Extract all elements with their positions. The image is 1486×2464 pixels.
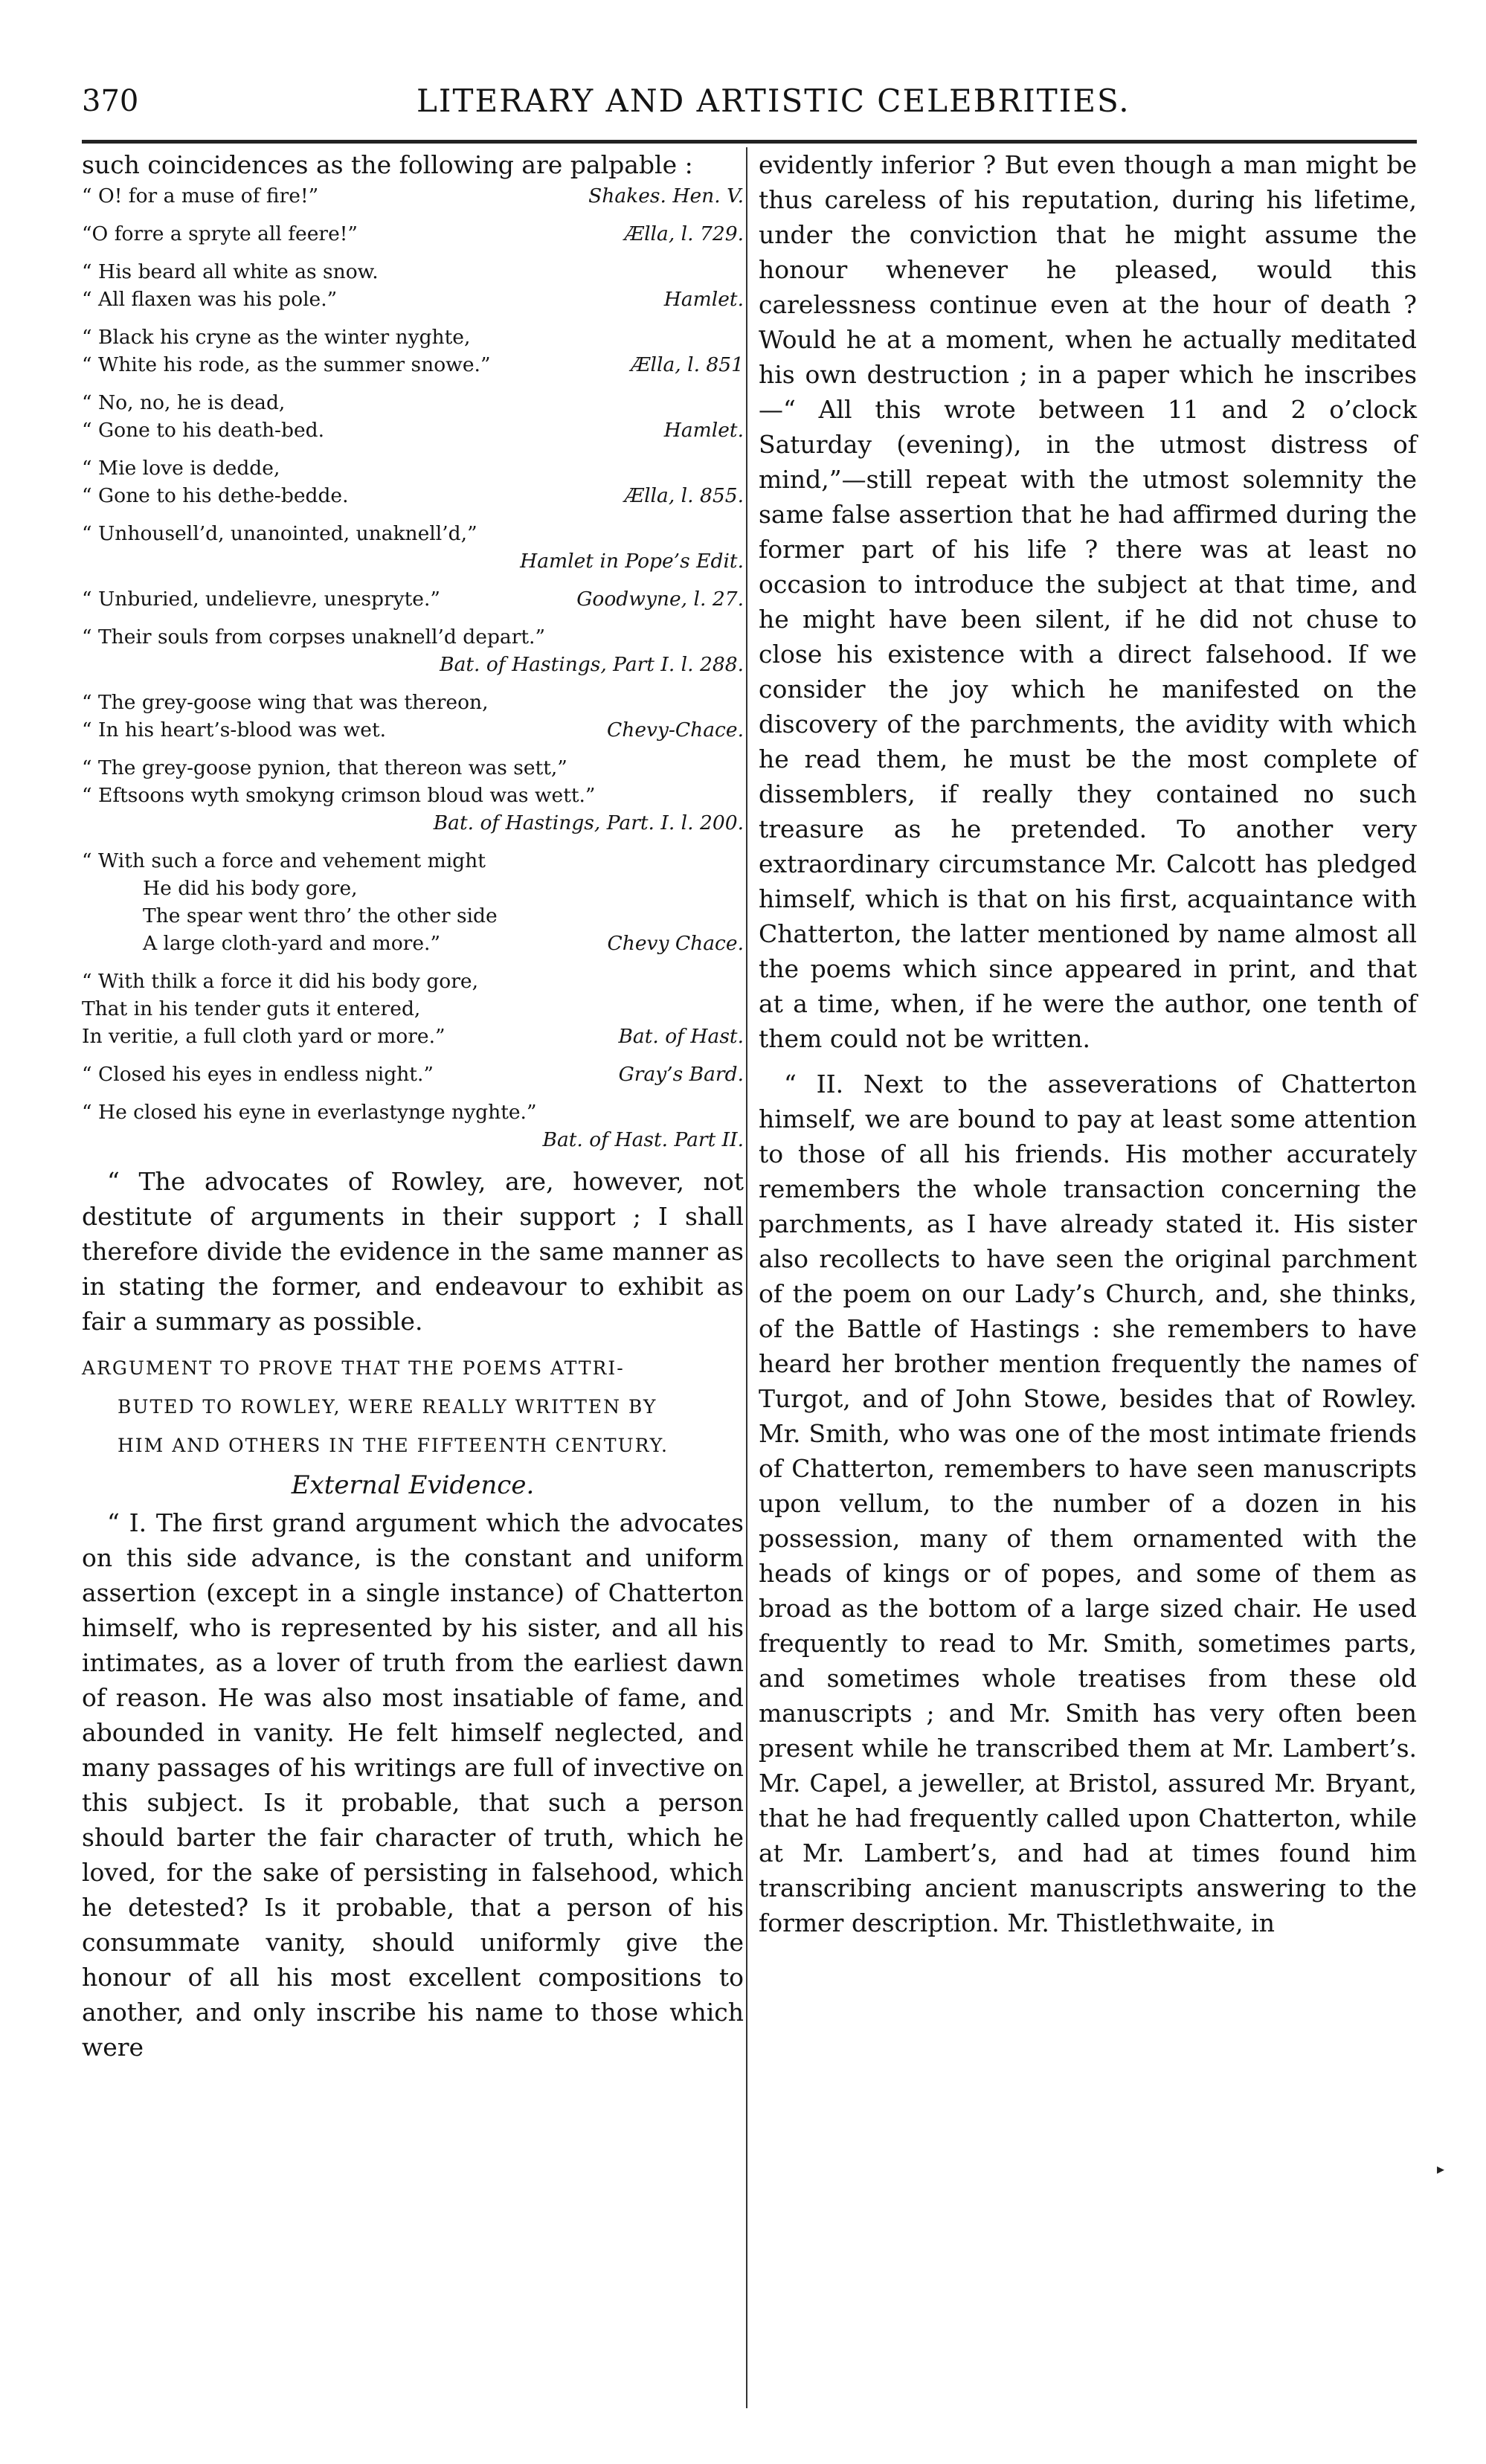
quotation	[82, 220, 744, 248]
quotation	[82, 847, 744, 957]
quotation-source: Bat. of Hast. Part II.	[542, 1128, 744, 1151]
argument-heading-line: HIM AND OTHERS IN THE FIFTEENTH CENTURY.	[118, 1435, 669, 1456]
intro-line: such coincidences as the following are palpable :	[82, 150, 693, 179]
quotation-source: Gray’s Bard.	[618, 1063, 744, 1086]
quotation-source: Chevy-Chace.	[606, 718, 744, 742]
paragraph-second-argument: “ II. Next to the asseverations of Chatterton himself, we are bound to pay at least some attention to those of all his friends. His mother accurately remembers the whole transaction concerning the parchments, as I have already stated it. His sister also recollects to have seen the original parchment of the poem on our Lady’s Church, and, she thinks, of the Battle of Hastings : she remembers to have heard her brother mention frequently the names of Turgot, and of John Stowe, besides that of Rowley. Mr. Smith, who was one of the most intimate friends of Chatterton, remembers to have seen manuscripts upon vellum, to the number of a dozen in his possession, many of them ornamented with the heads of kings or of popes, and some of them as broad as the bottom of a large sized chair. He used frequently to read to Mr. Smith, sometimes parts, and sometimes whole treatises from these old manuscripts ; and Mr. Smith has very often been present while he transcribed them at Mr. Lambert’s. Mr. Capel, a jeweller, at Bristol, assured Mr. Bryant, that he had frequently called upon Chatterton, while at Mr. Lambert’s, and had at times found him transcribing ancient manuscripts answering to the former description. Mr. Thistlethwaite, in	[759, 1069, 1417, 1937]
quotation-source: Hamlet.	[663, 288, 744, 311]
quotation-line: “ Black his cryne as the winter nyghte,	[82, 326, 471, 349]
quotation-source: Goodwyne, l. 27.	[576, 588, 744, 611]
quotation-line: “ His beard all white as snow.	[82, 260, 379, 283]
quotation	[82, 520, 744, 575]
right-column	[759, 147, 1417, 1940]
quotation-line: “ Unhousell’d, unanointed, unaknell’d,”	[82, 522, 477, 545]
quotation	[82, 1061, 744, 1088]
quotation-source: Bat. of Hastings, Part. I. l. 200.	[433, 811, 744, 834]
quotation-source: Hamlet in Pope’s Edit.	[520, 550, 744, 573]
quotation-source: Ælla, l. 851	[630, 353, 744, 376]
quotation-list	[82, 182, 744, 1154]
quotation	[82, 258, 744, 313]
quotation-line: “ The grey-goose pynion, that thereon was sett,”	[82, 756, 567, 779]
quotation	[82, 389, 744, 444]
quotation-line: “ With such a force and vehement might	[82, 849, 486, 872]
paragraph-continued: evidently inferior ? But even though a man might be thus careless of his reputation, during his lifetime, under the conviction that he might assume the honour whenever he pleased, would this carelessness continue even at the hour of death ? Would he at a moment, when he actually meditated his own destruction ; in a paper which he inscribes—“ All this wrote between 11 and 2 o’clock Saturday (evening), in the utmost distress of mind,”—still repeat with the utmost solemnity the same false assertion that he had affirmed during the former part of his life ? there was at least no occasion to introduce the subject at that time, and he might have been silent, if he did not chuse to close his existence with a direct falsehood. If we consider the joy which he manifested on the discovery of the parchments, the avidity with which he read them, he must be the most complete of dissemblers, if really they contained no such treasure as he pretended. To another very extraordinary circumstance Mr. Calcott has pledged himself, which is that on his first, acquaintance with Chatterton, the latter mentioned by name almost all the poems which since appeared in print, and that at a time, when, if he were the author, one tenth of them could not be written.	[759, 150, 1417, 1053]
paragraph-first-argument: “ I. The first grand argument which the advocates on this side advance, is the constant and uniform assertion (except in a single instance) of Chatterton himself, who is represented by his sister, and all his intimates, as a lover of truth from the earliest dawn of reason. He was also most insatiable of fame, and abounded in vanity. He felt himself neglected, and many passages of his writings are full of invective on this subject. Is it probable, that such a person should barter the fair character of truth, which he loved, for the sake of persisting in falsehood, which he detested? Is it probable, that a person of his consummate vanity, should uniformly give the honour of all his most excellent compositions to another, and only inscribe his name to those which were	[82, 1508, 744, 2062]
quotation-source: Bat. of Hastings, Part I. l. 288.	[440, 653, 744, 676]
column-divider	[746, 147, 747, 2408]
quotation-line: “ Unburied, undelievre, unespryte.”	[82, 588, 440, 611]
quotation-source: Hamlet.	[663, 419, 744, 442]
quotation	[82, 454, 744, 509]
running-head: LITERARY AND ARTISTIC CELEBRITIES.	[416, 83, 1130, 119]
quotation	[82, 754, 744, 837]
quotation-line: The spear went thro’ the other side	[143, 904, 498, 927]
quotation	[82, 968, 744, 1050]
quotation-line: “ O! for a muse of fire!”	[82, 184, 319, 208]
quotation-source: Ælla, l. 855.	[624, 484, 744, 507]
quotation-line: “ He closed his eyne in everlastynge nyghte.”	[82, 1101, 537, 1124]
quotation-source: Bat. of Hast.	[618, 1025, 744, 1048]
argument-heading-line: ARGUMENT TO PROVE THAT THE POEMS ATTRI-	[82, 1357, 625, 1379]
quotation	[82, 324, 744, 379]
quotation	[82, 585, 744, 613]
quotation-line: “ Eftsoons wyth smokyng crimson bloud was wett.”	[82, 784, 596, 807]
subheading: External Evidence.	[291, 1470, 535, 1500]
quotation-line: “ Their souls from corpses unaknell’d depart.”	[82, 625, 545, 649]
quotation-source: Chevy Chace.	[607, 932, 744, 955]
page-number: 370	[82, 84, 139, 118]
quotation-line: That in his tender guts it entered,	[82, 997, 421, 1020]
margin-mark: ▸	[1437, 2160, 1445, 2178]
quotation-line: “ All flaxen was his pole.”	[82, 288, 338, 311]
quotation-line: “ Mie love is dedde,	[82, 457, 280, 480]
quotation-line: A large cloth-yard and more.”	[143, 932, 440, 955]
paragraph-advocates: “ The advocates of Rowley, are, however, not destitute of arguments in their support ; I shall therefore divide the evidence in the same manner as in stating the former, and endeavour to exhibit as fair a summary as possible.	[82, 1167, 744, 1336]
quotation	[82, 623, 744, 678]
argument-heading-line: BUTED TO ROWLEY, WERE REALLY WRITTEN BY	[118, 1396, 657, 1418]
argument-heading	[82, 1349, 744, 1465]
quotation-line: “ The grey-goose wing that was thereon,	[82, 691, 489, 714]
quotation-line: “ Gone to his dethe-bedde.	[82, 484, 349, 507]
quotation-line: In veritie, a full cloth yard or more.”	[82, 1025, 446, 1048]
quotation-source: Ælla, l. 729.	[624, 222, 744, 245]
quotation	[82, 1098, 744, 1154]
quotation-line: “ In his heart’s-blood was wet.	[82, 718, 387, 742]
quotation-line: “ White his rode, as the summer snowe.”	[82, 353, 491, 376]
quotation-line: “O forre a spryte all feere!”	[82, 222, 358, 245]
header-rule	[82, 140, 1417, 144]
left-column	[82, 147, 744, 2065]
quotation-line: “ With thilk a force it did his body gore,	[82, 970, 479, 993]
page-header	[82, 82, 1417, 120]
quotation	[82, 182, 744, 210]
quotation	[82, 689, 744, 744]
quotation-line: “ Closed his eyes in endless night.”	[82, 1063, 434, 1086]
quotation-line: “ Gone to his death-bed.	[82, 419, 325, 442]
quotation-line: He did his body gore,	[143, 877, 358, 900]
quotation-line: “ No, no, he is dead,	[82, 391, 286, 414]
quotation-source: Shakes. Hen. V.	[588, 184, 744, 208]
